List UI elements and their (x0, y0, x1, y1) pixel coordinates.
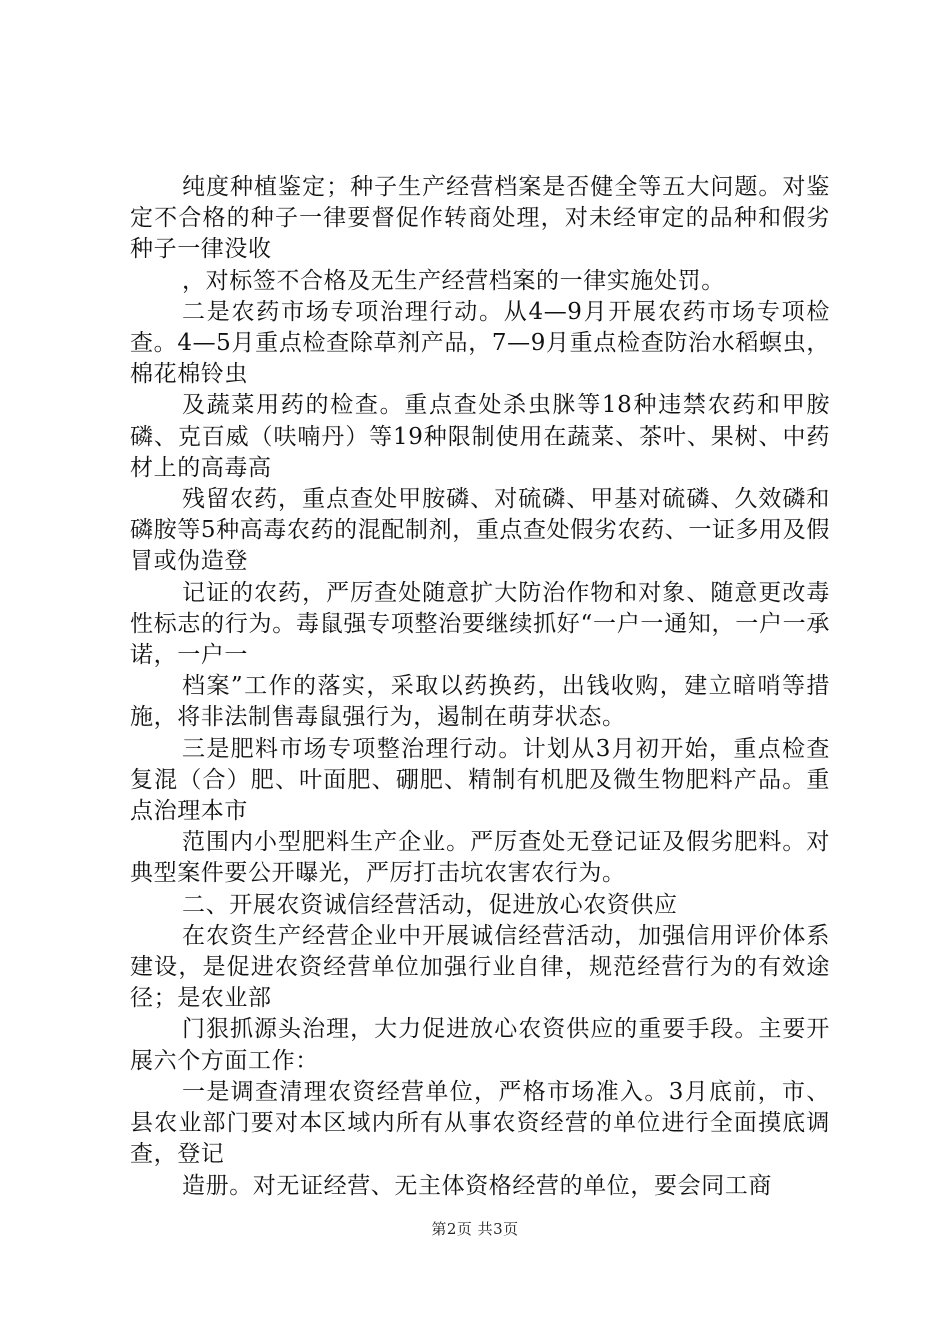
paragraph-11: 在农资生产经营企业中开展诚信经营活动，加强信用评价体系建设，是促进农资经营单位加强行业自律，规范经营行为的有效途径；是农业部 (130, 922, 830, 1012)
paragraph-9: 范围内小型肥料生产企业。严厉查处无登记证及假劣肥料。对典型案件要公开曝光，严厉打击坑农害农行为。 (130, 829, 830, 887)
paragraph-13: 一是调查清理农资经营单位，严格市场准入。3月底前，市、县农业部门要对本区域内所有从事农资经营的单位进行全面摸底调查，登记 (130, 1078, 830, 1168)
paragraph-6: 记证的农药，严厉查处随意扩大防治作物和对象、随意更改毒性标志的行为。毒鼠强专项整治要继续抓好“一户一通知，一户一承诺，一户一 (130, 579, 830, 669)
document-body (130, 172, 830, 1202)
paragraph-4: 及蔬菜用药的检查。重点查处杀虫脒等18种违禁农药和甲胺磷、克百威（呋喃丹）等19种限制使用在蔬菜、茶叶、果树、中药材上的高毒高 (130, 392, 830, 481)
section-heading: 二、开展农资诚信经营活动，促进放心农资供应 (182, 891, 678, 918)
paragraph-5: 残留农药，重点查处甲胺磷、对硫磷、甲基对硫磷、久效磷和磷胺等5种高毒农药的混配制剂，重点查处假劣农药、一证多用及假冒或伪造登 (130, 486, 830, 575)
page-footer: 第2页 共3页 (431, 1220, 519, 1238)
paragraph-14: 造册。对无证经营、无主体资格经营的单位，要会同工商 (182, 1172, 772, 1199)
paragraph-8: 三是肥料市场专项整治理行动。计划从3月初开始，重点检查复混（合）肥、叶面肥、硼肥、精制有机肥及微生物肥料产品。重点治理本市 (130, 735, 830, 825)
paragraph-1: 纯度种植鉴定；种子生产经营档案是否健全等五大问题。对鉴定不合格的种子一律要督促作转商处理，对未经审定的品种和假劣种子一律没收 (130, 174, 830, 263)
paragraph-3: 二是农药市场专项治理行动。从4—9月开展农药市场专项检查。4—5月重点检查除草剂产品，7—9月重点检查防治水稻螟虫，棉花棉铃虫 (130, 298, 830, 388)
paragraph-12: 门狠抓源头治理，大力促进放心农资供应的重要手段。主要开展六个方面工作： (130, 1016, 830, 1074)
paragraph-2: ，对标签不合格及无生产经营档案的一律实施处罚。 (182, 267, 725, 294)
paragraph-7: 档案”工作的落实，采取以药换药，出钱收购，建立暗哨等措施，将非法制售毒鼠强行为，遏制在萌芽状态。 (130, 673, 830, 731)
